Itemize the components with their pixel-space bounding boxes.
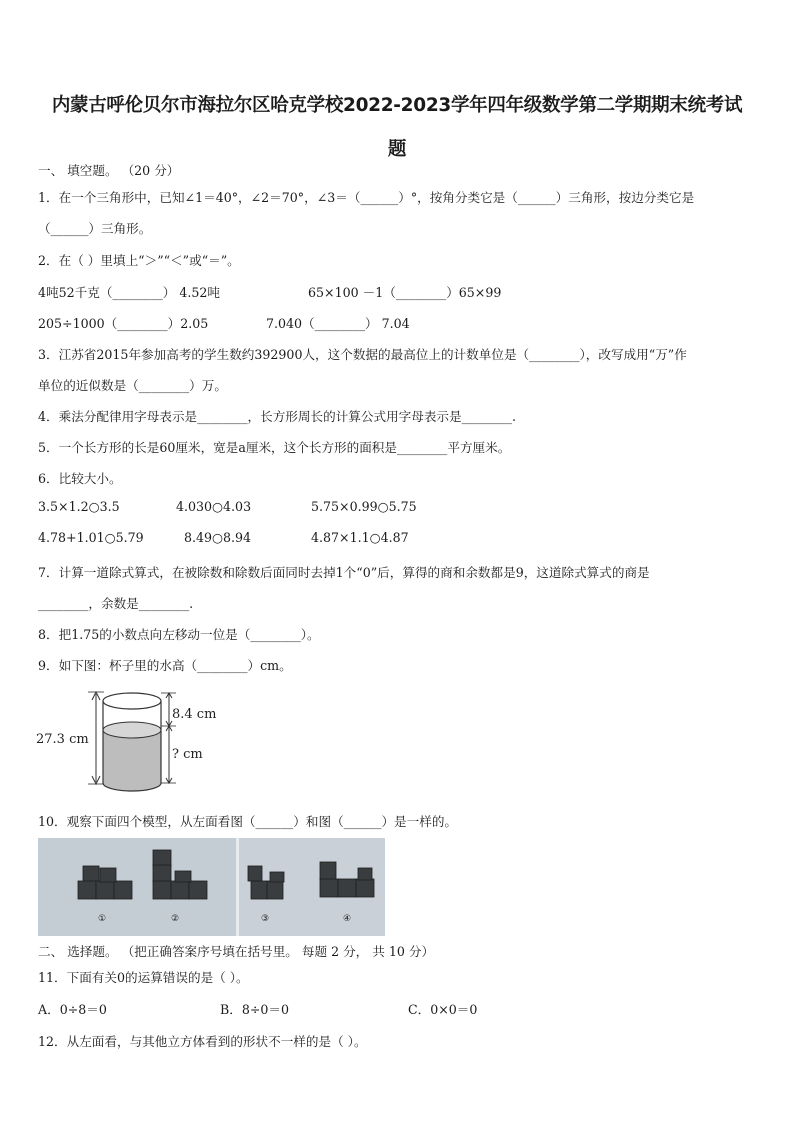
document-title [30,84,764,172]
question-1-line-2: （______）三角形。 [38,221,152,236]
question-7-line-1: 7．计算一道除式算式，在被除数和除数后面同时去掉1个“0”后，算得的商和余数都是9，这道除式算式的商是 [38,565,650,580]
question-9: 9．如下图：杯子里的水高（________）cm。 [38,658,292,673]
title-line-2: 题 [387,139,407,160]
section-1-heading: 一、 填空题。 （20 分） [38,163,180,178]
q6-item-2: 4.030○4.03 [176,499,252,514]
q6-item-5: 8.49○8.94 [184,530,252,545]
question-7-line-2: ________，余数是________. [38,596,194,611]
q2-item-b: 65×100 －1（________）65×99 [308,285,502,300]
water-height-label: ? cm [172,747,203,762]
total-height-label: 27.3 cm [36,732,89,747]
q6-item-4: 4.78+1.01○5.79 [38,530,144,545]
question-8: 8．把1.75的小数点向左移动一位是（________）。 [38,627,320,642]
water-surface [103,722,161,738]
q6-item-1: 3.5×1.2○3.5 [38,499,120,514]
cube-models-photo [38,838,385,936]
model-label-2: ② [170,914,180,924]
title-line-1: 内蒙古呼伦贝尔市海拉尔区哈克学校2022-2023学年四年级数学第二学期期末统考试 [51,95,743,116]
q11-option-a: A．0÷8＝0 [38,1002,107,1017]
cup-diagram [36,688,236,798]
model-label-3: ③ [260,914,270,924]
question-6: 6．比较大小。 [38,471,122,486]
question-2: 2．在（ ）里填上“＞”“＜”或“＝”。 [38,253,240,268]
cup-rim [103,693,161,709]
question-3-line-1: 3．江苏省2015年参加高考的学生数约392900人，这个数据的最高位上的计数单位是（________），改写成用“万”作 [38,347,687,362]
q2-item-a: 4吨52千克（________） 4.52吨 [38,285,221,300]
model-label-1: ① [97,914,107,924]
question-4: 4．乘法分配律用字母表示是________，长方形周长的计算公式用字母表示是________. [38,409,516,424]
question-10: 10．观察下面四个模型，从左面看图（______）和图（______）是一样的。 [38,814,458,829]
question-3-line-2: 单位的近似数是（________）万。 [38,378,227,393]
model-label-4: ④ [342,914,352,924]
q6-item-3: 5.75×0.99○5.75 [311,499,417,514]
q6-item-6: 4.87×1.1○4.87 [311,530,409,545]
cup-water [103,730,161,791]
q2-item-c: 205÷1000（________）2.05 [38,316,209,331]
q2-item-d: 7.040（________） 7.04 [266,316,410,331]
top-gap-label: 8.4 cm [172,707,217,722]
question-11: 11．下面有关0的运算错误的是（ ）。 [38,970,249,985]
q11-option-b: B．8÷0＝0 [220,1002,290,1017]
section-2-heading: 二、 选择题。 （把正确答案序号填在括号里。 每题 2 分， 共 10 分） [38,944,435,959]
question-12: 12．从左面看，与其他立方体看到的形状不一样的是（ ）。 [38,1034,367,1049]
question-5: 5．一个长方形的长是60厘米，宽是a厘米，这个长方形的面积是________平方厘米。 [38,440,511,455]
q11-option-c: C．0×0＝0 [408,1002,478,1017]
question-1-line-1: 1．在一个三角形中，已知∠1＝40°，∠2＝70°，∠3＝（______）°，按角分类它是（______）三角形，按边分类它是 [38,190,695,205]
